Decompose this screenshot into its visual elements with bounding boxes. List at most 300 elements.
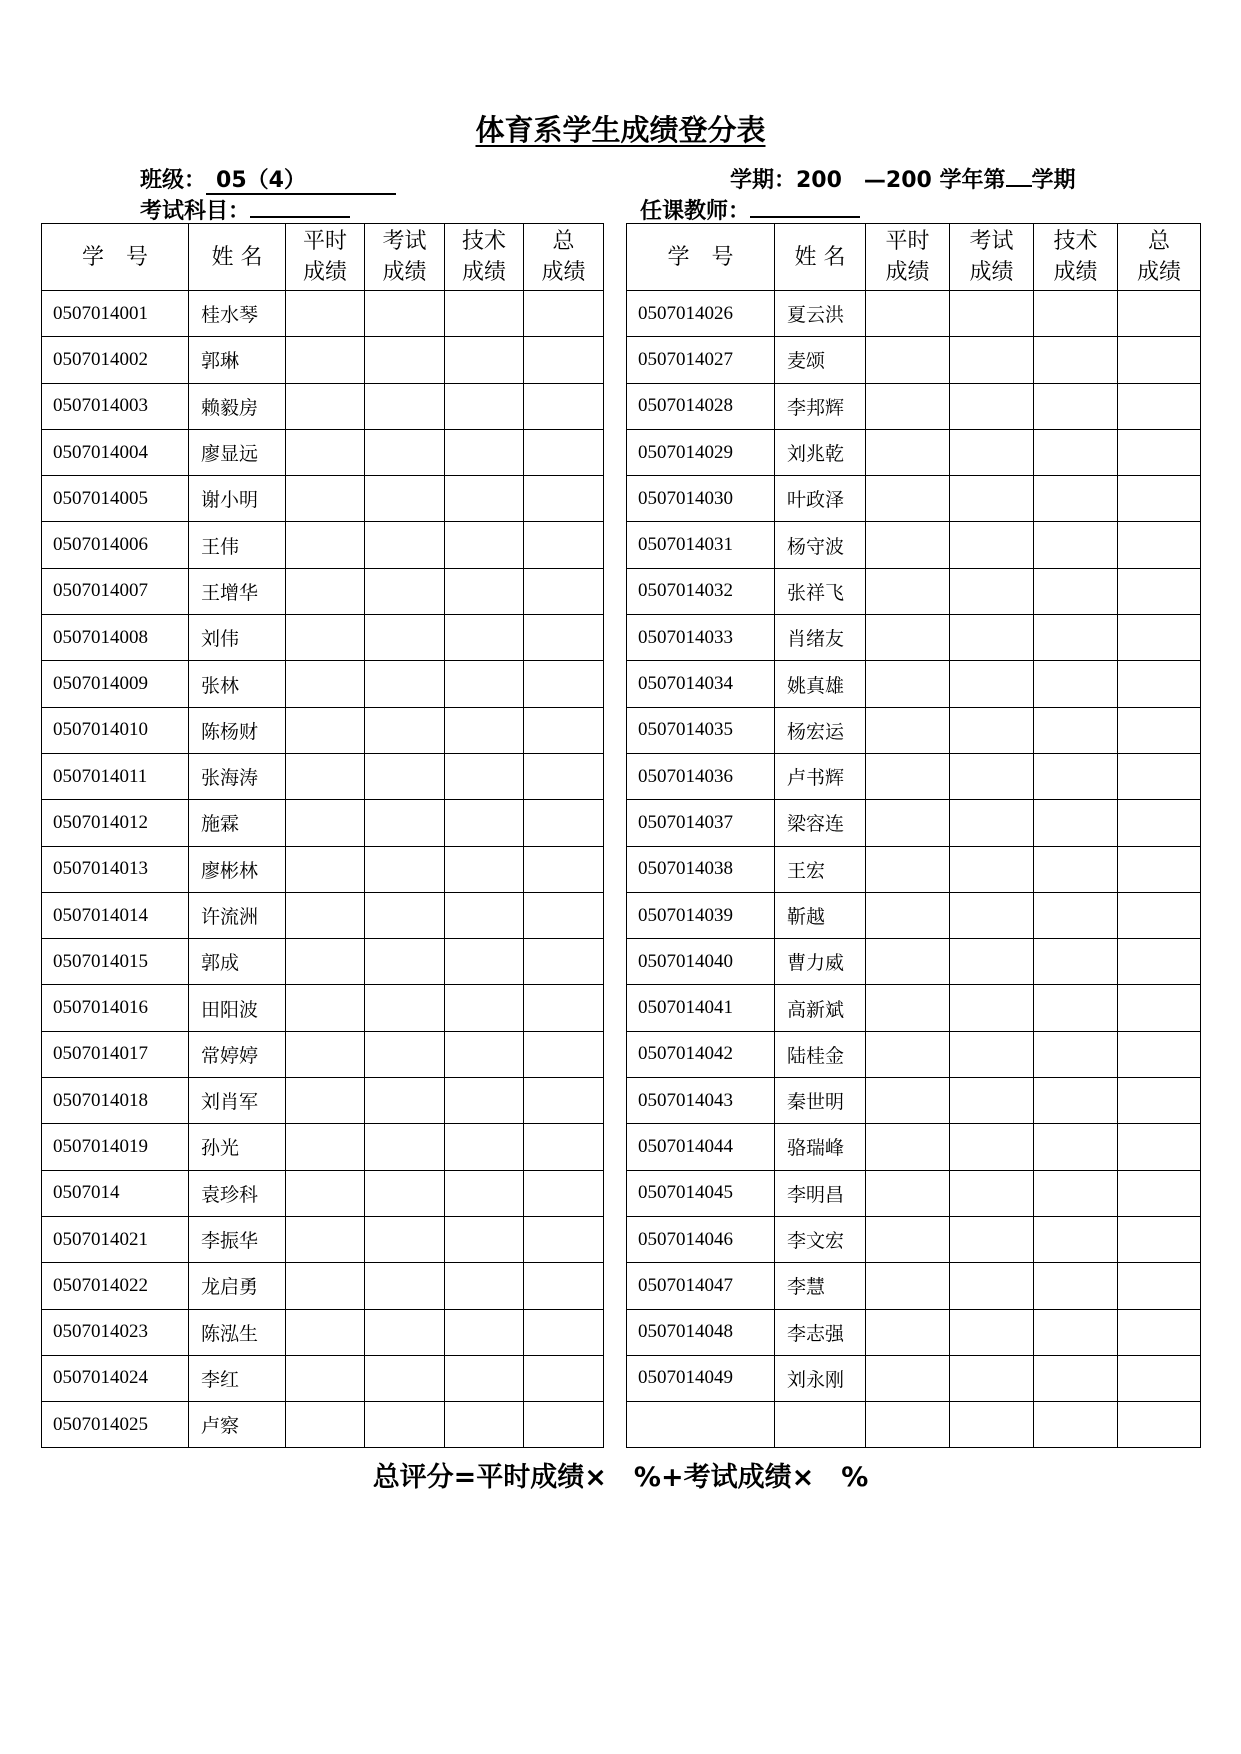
regular-score-cell[interactable] xyxy=(866,753,950,799)
student-row xyxy=(627,1216,1201,1262)
exam-score-cell[interactable] xyxy=(950,615,1034,661)
regular-score-cell[interactable] xyxy=(286,707,365,753)
col-header-skill: 技术 成绩 xyxy=(1034,224,1118,291)
total-score-cell[interactable] xyxy=(524,800,604,846)
total-score-cell[interactable] xyxy=(524,1355,604,1401)
student-name-cell: 刘肖军 xyxy=(189,1078,286,1124)
exam-score-cell[interactable] xyxy=(365,800,445,846)
student-name-cell: 姚真雄 xyxy=(775,661,866,707)
skill-score-cell[interactable] xyxy=(445,1170,524,1216)
skill-score-cell[interactable] xyxy=(445,800,524,846)
table-header-row xyxy=(627,224,1201,291)
student-id-cell: 0507014009 xyxy=(42,661,189,707)
skill-score-cell[interactable] xyxy=(445,1355,524,1401)
student-id-cell: 0507014025 xyxy=(42,1402,189,1448)
student-row xyxy=(627,1124,1201,1170)
student-row xyxy=(42,1355,604,1401)
col-header-total: 总 成绩 xyxy=(1118,224,1201,291)
regular-score-cell[interactable] xyxy=(286,1263,365,1309)
regular-score-cell[interactable] xyxy=(286,1216,365,1262)
regular-score-cell[interactable] xyxy=(866,1124,950,1170)
total-score-cell[interactable] xyxy=(524,707,604,753)
exam-score-cell[interactable] xyxy=(365,985,445,1031)
exam-score-cell[interactable] xyxy=(950,846,1034,892)
regular-score-cell[interactable] xyxy=(286,1124,365,1170)
total-score-cell[interactable] xyxy=(1118,522,1201,568)
exam-score-cell[interactable] xyxy=(950,291,1034,337)
regular-score-cell[interactable] xyxy=(286,753,365,799)
total-score-cell[interactable] xyxy=(524,939,604,985)
skill-score-cell[interactable] xyxy=(1034,1124,1118,1170)
total-score-cell[interactable] xyxy=(1118,476,1201,522)
exam-score-cell[interactable] xyxy=(950,1355,1034,1401)
exam-score-cell[interactable] xyxy=(365,1263,445,1309)
regular-score-cell[interactable] xyxy=(286,476,365,522)
regular-score-cell[interactable] xyxy=(286,337,365,383)
skill-score-cell[interactable] xyxy=(445,615,524,661)
exam-score-cell[interactable] xyxy=(365,429,445,475)
exam-score-cell[interactable] xyxy=(365,337,445,383)
exam-score-cell[interactable] xyxy=(365,383,445,429)
skill-score-cell[interactable] xyxy=(445,1216,524,1262)
skill-score-cell[interactable] xyxy=(445,1263,524,1309)
exam-score-cell[interactable] xyxy=(365,1031,445,1077)
skill-score-cell[interactable] xyxy=(445,661,524,707)
student-id-cell: 0507014042 xyxy=(627,1031,775,1077)
regular-score-cell[interactable] xyxy=(866,1402,950,1448)
skill-score-cell[interactable] xyxy=(445,337,524,383)
student-id-cell: 0507014026 xyxy=(627,291,775,337)
student-id-cell: 0507014024 xyxy=(42,1355,189,1401)
total-score-cell[interactable] xyxy=(524,1031,604,1077)
skill-score-cell[interactable] xyxy=(1034,615,1118,661)
student-id-cell: 0507014040 xyxy=(627,939,775,985)
student-name-cell: 杨宏运 xyxy=(775,707,866,753)
skill-score-cell[interactable] xyxy=(445,846,524,892)
regular-score-cell[interactable] xyxy=(286,1078,365,1124)
regular-score-cell[interactable] xyxy=(866,337,950,383)
student-name-cell: 张祥飞 xyxy=(775,568,866,614)
total-score-cell[interactable] xyxy=(1118,985,1201,1031)
regular-score-cell[interactable] xyxy=(866,800,950,846)
skill-score-cell[interactable] xyxy=(1034,985,1118,1031)
exam-score-cell[interactable] xyxy=(950,939,1034,985)
skill-score-cell[interactable] xyxy=(1034,661,1118,707)
skill-score-cell[interactable] xyxy=(1034,707,1118,753)
regular-score-cell[interactable] xyxy=(286,383,365,429)
regular-score-cell[interactable] xyxy=(286,661,365,707)
total-score-cell[interactable] xyxy=(1118,661,1201,707)
total-score-cell[interactable] xyxy=(524,615,604,661)
total-score-cell[interactable] xyxy=(524,1078,604,1124)
total-score-cell[interactable] xyxy=(1118,1263,1201,1309)
exam-score-cell[interactable] xyxy=(365,1078,445,1124)
student-id-cell: 0507014006 xyxy=(42,522,189,568)
skill-score-cell[interactable] xyxy=(1034,753,1118,799)
exam-score-cell[interactable] xyxy=(950,1309,1034,1355)
regular-score-cell[interactable] xyxy=(286,291,365,337)
total-score-cell[interactable] xyxy=(1118,383,1201,429)
student-name-cell: 叶政泽 xyxy=(775,476,866,522)
student-id-cell: 0507014023 xyxy=(42,1309,189,1355)
col-header-regular: 平时 成绩 xyxy=(286,224,365,291)
skill-score-cell[interactable] xyxy=(1034,522,1118,568)
regular-score-cell[interactable] xyxy=(866,1031,950,1077)
student-name-cell: 常婷婷 xyxy=(189,1031,286,1077)
student-id-cell: 0507014010 xyxy=(42,707,189,753)
student-id-cell: 0507014 xyxy=(42,1170,189,1216)
exam-score-cell[interactable] xyxy=(365,892,445,938)
student-name-cell: 刘伟 xyxy=(189,615,286,661)
student-row xyxy=(42,1402,604,1448)
total-score-cell[interactable] xyxy=(524,661,604,707)
total-score-cell[interactable] xyxy=(524,383,604,429)
exam-score-cell[interactable] xyxy=(950,661,1034,707)
total-score-cell[interactable] xyxy=(524,846,604,892)
student-row xyxy=(627,476,1201,522)
student-name-cell: 许流洲 xyxy=(189,892,286,938)
skill-score-cell[interactable] xyxy=(1034,892,1118,938)
exam-score-cell[interactable] xyxy=(365,1309,445,1355)
exam-score-cell[interactable] xyxy=(950,800,1034,846)
total-score-cell[interactable] xyxy=(1118,1170,1201,1216)
student-name-cell: 李慧 xyxy=(775,1263,866,1309)
total-score-cell[interactable] xyxy=(1118,337,1201,383)
regular-score-cell[interactable] xyxy=(286,939,365,985)
skill-score-cell[interactable] xyxy=(1034,846,1118,892)
regular-score-cell[interactable] xyxy=(286,568,365,614)
exam-score-cell[interactable] xyxy=(950,522,1034,568)
total-score-cell[interactable] xyxy=(1118,892,1201,938)
student-row xyxy=(42,939,604,985)
total-score-cell[interactable] xyxy=(524,1402,604,1448)
exam-score-cell[interactable] xyxy=(950,1124,1034,1170)
exam-score-cell[interactable] xyxy=(365,1402,445,1448)
skill-score-cell[interactable] xyxy=(1034,429,1118,475)
student-row xyxy=(627,1355,1201,1401)
skill-score-cell[interactable] xyxy=(1034,1355,1118,1401)
student-row xyxy=(627,939,1201,985)
skill-score-cell[interactable] xyxy=(1034,1309,1118,1355)
regular-score-cell[interactable] xyxy=(286,522,365,568)
exam-score-cell[interactable] xyxy=(950,1402,1034,1448)
exam-score-cell[interactable] xyxy=(365,707,445,753)
skill-score-cell[interactable] xyxy=(445,939,524,985)
total-score-cell[interactable] xyxy=(524,753,604,799)
total-score-cell[interactable] xyxy=(1118,1124,1201,1170)
regular-score-cell[interactable] xyxy=(866,939,950,985)
student-row xyxy=(42,522,604,568)
exam-score-cell[interactable] xyxy=(365,476,445,522)
regular-score-cell[interactable] xyxy=(866,429,950,475)
class-label: 班级： xyxy=(140,168,207,193)
student-name-cell: 王伟 xyxy=(189,522,286,568)
regular-score-cell[interactable] xyxy=(286,846,365,892)
exam-score-cell[interactable] xyxy=(365,291,445,337)
student-row xyxy=(42,615,604,661)
exam-score-cell[interactable] xyxy=(950,1031,1034,1077)
regular-score-cell[interactable] xyxy=(866,985,950,1031)
skill-score-cell[interactable] xyxy=(445,892,524,938)
skill-score-cell[interactable] xyxy=(1034,1216,1118,1262)
skill-score-cell[interactable] xyxy=(445,1031,524,1077)
exam-score-cell[interactable] xyxy=(365,568,445,614)
total-score-cell[interactable] xyxy=(1118,753,1201,799)
skill-score-cell[interactable] xyxy=(1034,476,1118,522)
exam-score-cell[interactable] xyxy=(365,1216,445,1262)
skill-score-cell[interactable] xyxy=(1034,1170,1118,1216)
total-score-cell[interactable] xyxy=(1118,291,1201,337)
exam-score-cell[interactable] xyxy=(950,1216,1034,1262)
total-score-cell[interactable] xyxy=(524,1216,604,1262)
exam-score-cell[interactable] xyxy=(365,939,445,985)
exam-score-cell[interactable] xyxy=(950,568,1034,614)
regular-score-cell[interactable] xyxy=(286,615,365,661)
regular-score-cell[interactable] xyxy=(866,291,950,337)
skill-score-cell[interactable] xyxy=(1034,939,1118,985)
student-id-cell: 0507014029 xyxy=(627,429,775,475)
skill-score-cell[interactable] xyxy=(445,1309,524,1355)
exam-score-cell[interactable] xyxy=(950,383,1034,429)
exam-score-cell[interactable] xyxy=(365,522,445,568)
student-row xyxy=(42,753,604,799)
student-name-cell: 陆桂金 xyxy=(775,1031,866,1077)
regular-score-cell[interactable] xyxy=(866,1170,950,1216)
student-row xyxy=(627,429,1201,475)
page-title xyxy=(0,108,1241,149)
student-id-cell xyxy=(627,1402,775,1448)
exam-score-cell[interactable] xyxy=(365,615,445,661)
exam-score-cell[interactable] xyxy=(950,1263,1034,1309)
student-name-cell: 桂水琴 xyxy=(189,291,286,337)
student-row xyxy=(627,800,1201,846)
regular-score-cell[interactable] xyxy=(866,522,950,568)
student-name-cell: 廖显远 xyxy=(189,429,286,475)
student-id-cell: 0507014016 xyxy=(42,985,189,1031)
student-row xyxy=(42,1309,604,1355)
skill-score-cell[interactable] xyxy=(445,985,524,1031)
total-score-cell[interactable] xyxy=(1118,1078,1201,1124)
student-row xyxy=(627,1309,1201,1355)
skill-score-cell[interactable] xyxy=(445,1078,524,1124)
exam-score-cell[interactable] xyxy=(365,753,445,799)
student-row xyxy=(627,892,1201,938)
exam-score-cell[interactable] xyxy=(950,337,1034,383)
skill-score-cell[interactable] xyxy=(1034,800,1118,846)
regular-score-cell[interactable] xyxy=(866,1216,950,1262)
student-row xyxy=(42,707,604,753)
total-score-cell[interactable] xyxy=(524,429,604,475)
skill-score-cell[interactable] xyxy=(445,522,524,568)
total-score-cell[interactable] xyxy=(1118,1402,1201,1448)
regular-score-cell[interactable] xyxy=(866,383,950,429)
student-name-cell: 李明昌 xyxy=(775,1170,866,1216)
student-row xyxy=(627,1402,1201,1448)
exam-score-cell[interactable] xyxy=(365,1355,445,1401)
exam-score-cell[interactable] xyxy=(950,429,1034,475)
total-score-cell[interactable] xyxy=(1118,1031,1201,1077)
regular-score-cell[interactable] xyxy=(866,615,950,661)
student-row xyxy=(627,291,1201,337)
term-suffix: 学期 xyxy=(1031,168,1076,193)
skill-score-cell[interactable] xyxy=(445,1402,524,1448)
skill-score-cell[interactable] xyxy=(1034,568,1118,614)
total-score-cell[interactable] xyxy=(1118,800,1201,846)
student-id-cell: 0507014032 xyxy=(627,568,775,614)
regular-score-cell[interactable] xyxy=(286,1402,365,1448)
student-row xyxy=(627,1078,1201,1124)
regular-score-cell[interactable] xyxy=(866,661,950,707)
regular-score-cell[interactable] xyxy=(866,1309,950,1355)
total-score-cell[interactable] xyxy=(1118,615,1201,661)
skill-score-cell[interactable] xyxy=(445,1124,524,1170)
total-score-cell[interactable] xyxy=(524,1170,604,1216)
student-row xyxy=(42,337,604,383)
total-score-cell[interactable] xyxy=(1118,707,1201,753)
student-id-cell: 0507014027 xyxy=(627,337,775,383)
skill-score-cell[interactable] xyxy=(1034,1263,1118,1309)
student-name-cell: 龙启勇 xyxy=(189,1263,286,1309)
regular-score-cell[interactable] xyxy=(866,846,950,892)
exam-score-cell[interactable] xyxy=(950,1170,1034,1216)
total-score-cell[interactable] xyxy=(524,1124,604,1170)
skill-score-cell[interactable] xyxy=(445,476,524,522)
student-id-cell: 0507014022 xyxy=(42,1263,189,1309)
student-name-cell: 张海涛 xyxy=(189,753,286,799)
exam-score-cell[interactable] xyxy=(365,661,445,707)
student-row xyxy=(42,800,604,846)
student-row xyxy=(42,892,604,938)
skill-score-cell[interactable] xyxy=(1034,291,1118,337)
total-score-cell[interactable] xyxy=(1118,429,1201,475)
student-row xyxy=(42,1078,604,1124)
student-id-cell: 0507014045 xyxy=(627,1170,775,1216)
total-score-cell[interactable] xyxy=(524,985,604,1031)
student-row xyxy=(42,568,604,614)
regular-score-cell[interactable] xyxy=(286,1309,365,1355)
term-field xyxy=(730,163,1076,194)
student-id-cell: 0507014002 xyxy=(42,337,189,383)
student-name-cell: 麦颂 xyxy=(775,337,866,383)
skill-score-cell[interactable] xyxy=(1034,1402,1118,1448)
student-id-cell: 0507014021 xyxy=(42,1216,189,1262)
table-header-row xyxy=(42,224,604,291)
regular-score-cell[interactable] xyxy=(286,892,365,938)
student-id-cell: 0507014012 xyxy=(42,800,189,846)
regular-score-cell[interactable] xyxy=(286,1355,365,1401)
exam-score-cell[interactable] xyxy=(950,1078,1034,1124)
regular-score-cell[interactable] xyxy=(866,476,950,522)
exam-score-cell[interactable] xyxy=(950,476,1034,522)
student-id-cell: 0507014034 xyxy=(627,661,775,707)
student-name-cell: 陈杨财 xyxy=(189,707,286,753)
regular-score-cell[interactable] xyxy=(866,707,950,753)
subject-blank xyxy=(250,216,350,218)
total-score-cell[interactable] xyxy=(1118,1216,1201,1262)
student-id-cell: 0507014041 xyxy=(627,985,775,1031)
skill-score-cell[interactable] xyxy=(445,568,524,614)
student-id-cell: 0507014013 xyxy=(42,846,189,892)
total-score-cell[interactable] xyxy=(1118,846,1201,892)
total-score-cell[interactable] xyxy=(524,1263,604,1309)
regular-score-cell[interactable] xyxy=(286,985,365,1031)
regular-score-cell[interactable] xyxy=(866,1263,950,1309)
student-id-cell: 0507014005 xyxy=(42,476,189,522)
regular-score-cell[interactable] xyxy=(866,1355,950,1401)
skill-score-cell[interactable] xyxy=(1034,1078,1118,1124)
skill-score-cell[interactable] xyxy=(445,383,524,429)
skill-score-cell[interactable] xyxy=(1034,337,1118,383)
student-id-cell: 0507014035 xyxy=(627,707,775,753)
total-score-cell[interactable] xyxy=(524,568,604,614)
regular-score-cell[interactable] xyxy=(286,800,365,846)
total-score-cell[interactable] xyxy=(1118,939,1201,985)
col-header-name: 姓 名 xyxy=(189,224,286,291)
skill-score-cell[interactable] xyxy=(445,291,524,337)
student-name-cell: 刘兆乾 xyxy=(775,429,866,475)
student-name-cell: 李志强 xyxy=(775,1309,866,1355)
skill-score-cell[interactable] xyxy=(445,429,524,475)
skill-score-cell[interactable] xyxy=(445,707,524,753)
total-score-cell[interactable] xyxy=(524,337,604,383)
student-row xyxy=(42,1031,604,1077)
total-score-cell[interactable] xyxy=(1118,568,1201,614)
regular-score-cell[interactable] xyxy=(286,1031,365,1077)
student-name-cell: 施霖 xyxy=(189,800,286,846)
total-score-cell[interactable] xyxy=(1118,1355,1201,1401)
student-name-cell: 杨守波 xyxy=(775,522,866,568)
skill-score-cell[interactable] xyxy=(1034,383,1118,429)
student-name-cell: 李邦辉 xyxy=(775,383,866,429)
exam-score-cell[interactable] xyxy=(365,846,445,892)
regular-score-cell[interactable] xyxy=(286,1170,365,1216)
student-id-cell: 0507014017 xyxy=(42,1031,189,1077)
exam-score-cell[interactable] xyxy=(365,1124,445,1170)
class-field xyxy=(140,163,396,195)
exam-score-cell[interactable] xyxy=(950,892,1034,938)
total-score-cell[interactable] xyxy=(524,291,604,337)
exam-score-cell[interactable] xyxy=(365,1170,445,1216)
student-id-cell: 0507014004 xyxy=(42,429,189,475)
student-row xyxy=(42,383,604,429)
exam-score-cell[interactable] xyxy=(950,753,1034,799)
regular-score-cell[interactable] xyxy=(866,892,950,938)
exam-score-cell[interactable] xyxy=(950,707,1034,753)
total-score-cell[interactable] xyxy=(524,892,604,938)
page-title-text: 体育系学生成绩登分表 xyxy=(475,113,766,147)
student-id-cell: 0507014019 xyxy=(42,1124,189,1170)
student-id-cell: 0507014011 xyxy=(42,753,189,799)
student-name-cell: 王增华 xyxy=(189,568,286,614)
exam-score-cell[interactable] xyxy=(950,985,1034,1031)
student-id-cell: 0507014048 xyxy=(627,1309,775,1355)
regular-score-cell[interactable] xyxy=(866,568,950,614)
student-row xyxy=(42,429,604,475)
total-score-cell[interactable] xyxy=(1118,1309,1201,1355)
regular-score-cell[interactable] xyxy=(866,1078,950,1124)
skill-score-cell[interactable] xyxy=(1034,1031,1118,1077)
total-score-cell[interactable] xyxy=(524,1309,604,1355)
regular-score-cell[interactable] xyxy=(286,429,365,475)
total-score-cell[interactable] xyxy=(524,522,604,568)
student-id-cell: 0507014003 xyxy=(42,383,189,429)
student-id-cell: 0507014015 xyxy=(42,939,189,985)
skill-score-cell[interactable] xyxy=(445,753,524,799)
total-score-cell[interactable] xyxy=(524,476,604,522)
score-formula: 总评分=平时成绩× %+考试成绩× % xyxy=(372,1462,869,1493)
student-name-cell: 高新斌 xyxy=(775,985,866,1031)
student-name-cell: 曹力威 xyxy=(775,939,866,985)
